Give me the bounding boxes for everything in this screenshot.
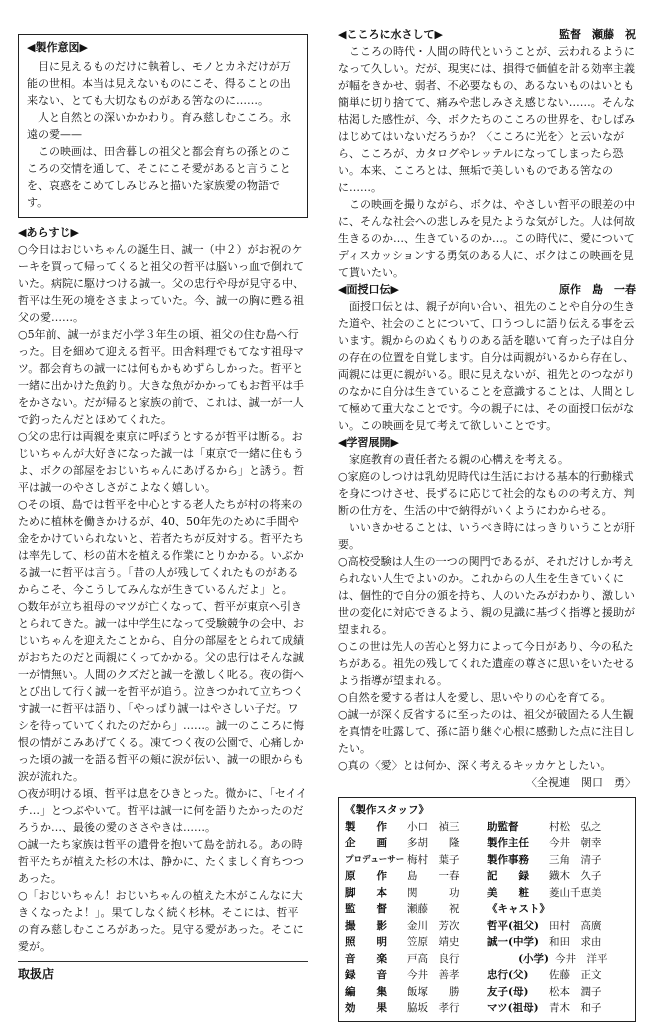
cast-role: マツ(祖母) [487,1002,539,1014]
cast-name: 田村 高廣 [549,919,602,932]
staff-role: 照 明 [345,936,387,948]
comment-heading: ◀こころに水さして▶ [338,28,443,41]
intent-box [18,34,308,218]
staff-grid [345,819,629,1017]
study-signoff: 〈全視連 関口 勇〉 [526,776,636,789]
staff-name: 脇坂 孝行 [407,1002,460,1014]
staff-row [487,835,629,852]
staff-role: プロデューサー [345,854,405,865]
cast-heading: 《キャスト》 [487,903,550,915]
staff-name: 今井 朝幸 [549,837,602,849]
intent-paragraph: 人と自然との深いかかわり。育み慈しむこころ。永遠の愛—— [27,111,291,141]
cast-row [487,934,629,951]
synopsis-paragraph: ○数年が立ち祖母のマツが亡くなって、哲平が東京へ引きとられてきた。誠一は中学生になって受験競争の会中、おじいちゃんを迎えたことから、自分の部屋をとられて成績がおちたのだと両親にくってかかる。父の忠行はそんな誠一が情無い。人間のクズだと誠一を激しく叱る。夜の街へとび出して行く誠一を哲平が追う。泣きつかれて立ちつくす誠一に哲平は語り、「やっぱり誠一はやさしい子だ。ワシを待っていてくれたのだから」……。誠一のこころに悔恨の情がこみあげてくる。凍てつく夜の公園で、心痛しかった頃の誠一を語る哲平の頬に涙が伝い、誠一の眼からも涙が流れた。 [18,600,304,783]
staff-row [345,868,487,885]
staff-name: 戸高 良行 [407,952,460,965]
staff-role: 助監督 [487,820,519,833]
study-paragraph: ○真の〈愛〉とは何か、深く考えるキッカケとしたい。 [338,759,612,772]
intent-paragraph: この映画は、田舎暮しの祖父と都会育ちの孫とのこころの交情を通して、そこにこそ愛があると言うことを、哀惑をこめてしみじみと描いた家族愛の物語です。 [27,145,291,209]
staff-column-left [345,819,487,1017]
staff-row [487,868,629,885]
cast-name: 佐藤 正文 [549,969,602,981]
cast-name: 和田 求由 [549,936,602,948]
study-paragraph: いいきかせることは、いうべき時にはっきりいうことが肝要。 [338,521,635,551]
staff-name: 菱山千恵美 [549,886,602,899]
staff-row [487,885,629,902]
staff-name: 関 功 [407,886,460,899]
staff-row [345,951,487,968]
staff-row [345,1000,487,1017]
staff-role: 美 粧 [487,886,529,899]
cast-role: (小学) [518,952,549,965]
staff-name: 多胡 隆 [407,837,460,849]
synopsis-paragraph: ○その頃、島では哲平を中心とする老人たちが村の将来のために植林を働きかけるが、40、50年先のために手間や金をかけていられないと、若者たちが反対する。哲平たちは率先して、杉の苗木を植える作業にとりかかる。いぶかる誠一に哲平は言う。「昔の人が残してくれたものがあるからこそ、今こうしてみんなが生きているんだよ」と。 [18,498,304,596]
comment-header [338,26,636,43]
staff-role: 製作主任 [487,837,529,849]
staff-row [345,984,487,1001]
synopsis [18,241,308,955]
cast-role: 忠行(父) [487,969,529,981]
staff-column-right [487,819,629,1017]
staff-row [345,918,487,935]
staff-role: 記 録 [487,870,529,882]
cast-row [487,984,629,1001]
staff-role: 製 作 [345,820,387,833]
study-heading: ◀学習展開▶ [338,436,399,449]
synopsis-paragraph: ○父の忠行は両親を東京に呼ぼうとするが哲平は断る。おじいちゃんが大好きになった誠一は「東京で一緒に住もうよ、ボクの部屋をおじいちゃんにあげるから」と誘う。哲平は誠一のやさしさがこよなく嬉しい。 [18,430,304,494]
cast-role: 誠一(中学) [487,936,539,948]
staff-role: 編 集 [345,985,387,998]
staff-heading: 《製作スタッフ》 [345,804,429,816]
cast-name: 今井 洋平 [555,952,608,965]
synopsis-paragraph: ○5年前、誠一がまだ小学３年生の頃、祖父の住む島へ行った。目を細めて迎える哲平。田舎料理でもてなす祖母マツ。都会育ちの誠一には何もかもめずらしかった。哲平と一緒に出かけた魚釣り。大きな魚がかかってもお哲平は手をかさない。だが帰ると家族の前で、これは、誠一が一人で釣ったんだとほめてくれた。 [18,328,304,426]
intent-paragraph: 目に見えるものだけに執着し、モノとカネだけが万能の世相。本当は見えないものにこそ、得ることの出来ない、とても大切なものがある筈なのに……。 [27,60,291,107]
study-paragraph: ○高校受験は人生の一つの関門であるが、それだけしか考えられない人生でよいのか。これからの人生を生きていくには、個性的で自分の頒を持ち、人のいたみがわかり、激しい世の変化に対応できるよう、親の見識に基づく指導と援助が望まれる。 [338,555,635,636]
staff-name: 瀬藤 祝 [407,903,460,915]
divider [18,961,308,962]
staff-name: 飯塚 勝 [407,985,460,998]
staff-role: 音 楽 [345,952,387,965]
staff-row [345,934,487,951]
staff-row [345,967,487,984]
cast-row [487,918,629,935]
oral-header [338,281,636,298]
synopsis-paragraph: ○誠一たち家族は哲平の遺骨を抱いて島を訪れる。あの時哲平たちが植えた杉の木は、静かに、たくましく育ちつつあった。 [18,838,304,885]
synopsis-heading: ◀あらすじ▶ [18,226,79,239]
cast-row [487,951,629,968]
staff-row [345,885,487,902]
comment-author: 監督 瀬藤 祝 [559,28,636,41]
study-paragraph: 家庭教育の責任者たる親の心構えを考える。 [349,453,569,466]
staff-name: 鐡木 久子 [549,870,602,882]
staff-row [345,819,487,836]
staff-row [345,852,487,869]
left-column [18,34,308,983]
staff-role: 監 督 [345,903,387,915]
cast-role: 哲平(祖父) [487,919,539,932]
cast-row [487,967,629,984]
cast-role: 友子(母) [487,985,529,998]
staff-role: 撮 影 [345,919,387,932]
staff-name: 金川 芳次 [407,919,460,932]
cast-name: 青木 和子 [549,1002,602,1014]
staff-role: 原 作 [345,870,387,882]
staff-row [487,819,629,836]
study-paragraph: ○家庭のしつけは乳幼児時代は生活における基本的行動様式を身につけさせ、長ずるに応じて社会的なものの考え方、判断の仕方を、生活の中で納得がいくようにわからせる。 [338,470,635,517]
comment-paragraph: こころの時代・人間の時代ということが、云われるようになって久しい。だが、現実には、損得で価値を計る効率主義が幅をきかせ、弱者、不必要なもの、あるないものはいとも簡単に切り捨てて、痛みや悲しみさえ感じない……。そんな枯渇した感性が、今、ボクたちのこころの世界を、むしばみはじめてはいないだろうか？〈こころに光を〉と云いながら、こころが、カタログやレッテルになってしまったら恐い。本来、こころとは、無垢で美しいものである筈なのに……。 [338,45,635,194]
oral-heading: ◀面授口伝▶ [338,283,399,296]
cast-name: 松本 潤子 [549,985,602,998]
synopsis-paragraph: ○「おじいちゃん！おじいちゃんの植えた木がこんなに大きくなったよ！」。果てしなく続く杉林。そこには、哲平の育み慈しむこころがあった。見守る愛があった。そこに愛が。 [18,889,304,953]
study-paragraph: ○誠一が深く反省するに至ったのは、祖父が破固たる人生観を真情を吐露して、孫に語り継ぐ心根に感動した点に注目したい。 [338,708,635,755]
intent-heading: ◀製作意図▶ [27,41,88,54]
handler-label: 取扱店 [18,967,55,981]
staff-name: 村松 弘之 [549,820,602,833]
study-paragraph: ○この世は先人の苦心と努力によって今日があり、今の私たちがある。祖先の残してくれた遺産の尊さに思いをいたせるよう指導が望まれる。 [338,640,635,687]
synopsis-paragraph: ○今日はおじいちゃんの誕生日、誠一（中２）がお祝のケーキを買って帰ってくると祖父の哲平は脳いっ血で倒れていた。病院に駆けつける誠一。父の忠行や母が見守る中、哲平は生死の境をさまよっていた。今、誠一の胸に甦る祖父の愛……。 [18,243,304,324]
oral-author: 原作 島 一春 [559,283,636,296]
staff-name: 笠原 靖史 [407,936,460,948]
staff-row [345,901,487,918]
staff-box [338,797,636,1022]
staff-name: 梅村 葉子 [407,853,460,866]
oral-paragraph: 面授口伝とは、親子が向い合い、祖先のことや自分の生きた道や、社会のことについて、口うつしに語り伝える事を云います。親からのぬくもりのある話を聴いて育った子は自分の存在の位置を自覚します。自分は両親がいるから存在し、両親には更に親がいる。眼に見えないが、祖先とのつながりのなかに自分は生きていることを意識することは、人間として極めて重大なことです。今の親子には、その面授口伝がない。この映画を見て考えて欲しいことです。 [338,300,635,432]
comment-paragraph: この映画を撮りながら、ボクは、やさしい哲平の眼差の中に、そんな社会への悲しみを見たような気がした。人は何故生きるのか…、生きているのか…。この時代に、愛についてディスカッションする勇気のある人に、ボクはこの映画を見て貰いたい。 [338,198,635,279]
right-column [338,26,636,1022]
staff-name: 島 一春 [407,870,460,882]
staff-row [345,835,487,852]
staff-role: 企 画 [345,837,387,849]
staff-row [487,852,629,869]
staff-role: 製作事務 [487,853,529,866]
staff-role: 録 音 [345,969,387,981]
staff-role: 効 果 [345,1002,387,1014]
synopsis-paragraph: ○夜が明ける頃、哲平は息をひきとった。微かに、「セイイチ…」とつぶやいて。哲平は誠一に何を語りたかったのだろうか…、最後の愛のささやきは……。 [18,787,307,834]
study-paragraph: ○自然を愛する者は人を愛し、思いやりの心を育てる。 [338,691,612,704]
staff-name: 三角 清子 [549,853,602,866]
staff-name: 小口 禎三 [407,820,460,833]
cast-row [487,1000,629,1017]
staff-role: 脚 本 [345,886,387,899]
staff-name: 今井 善孝 [407,969,460,981]
